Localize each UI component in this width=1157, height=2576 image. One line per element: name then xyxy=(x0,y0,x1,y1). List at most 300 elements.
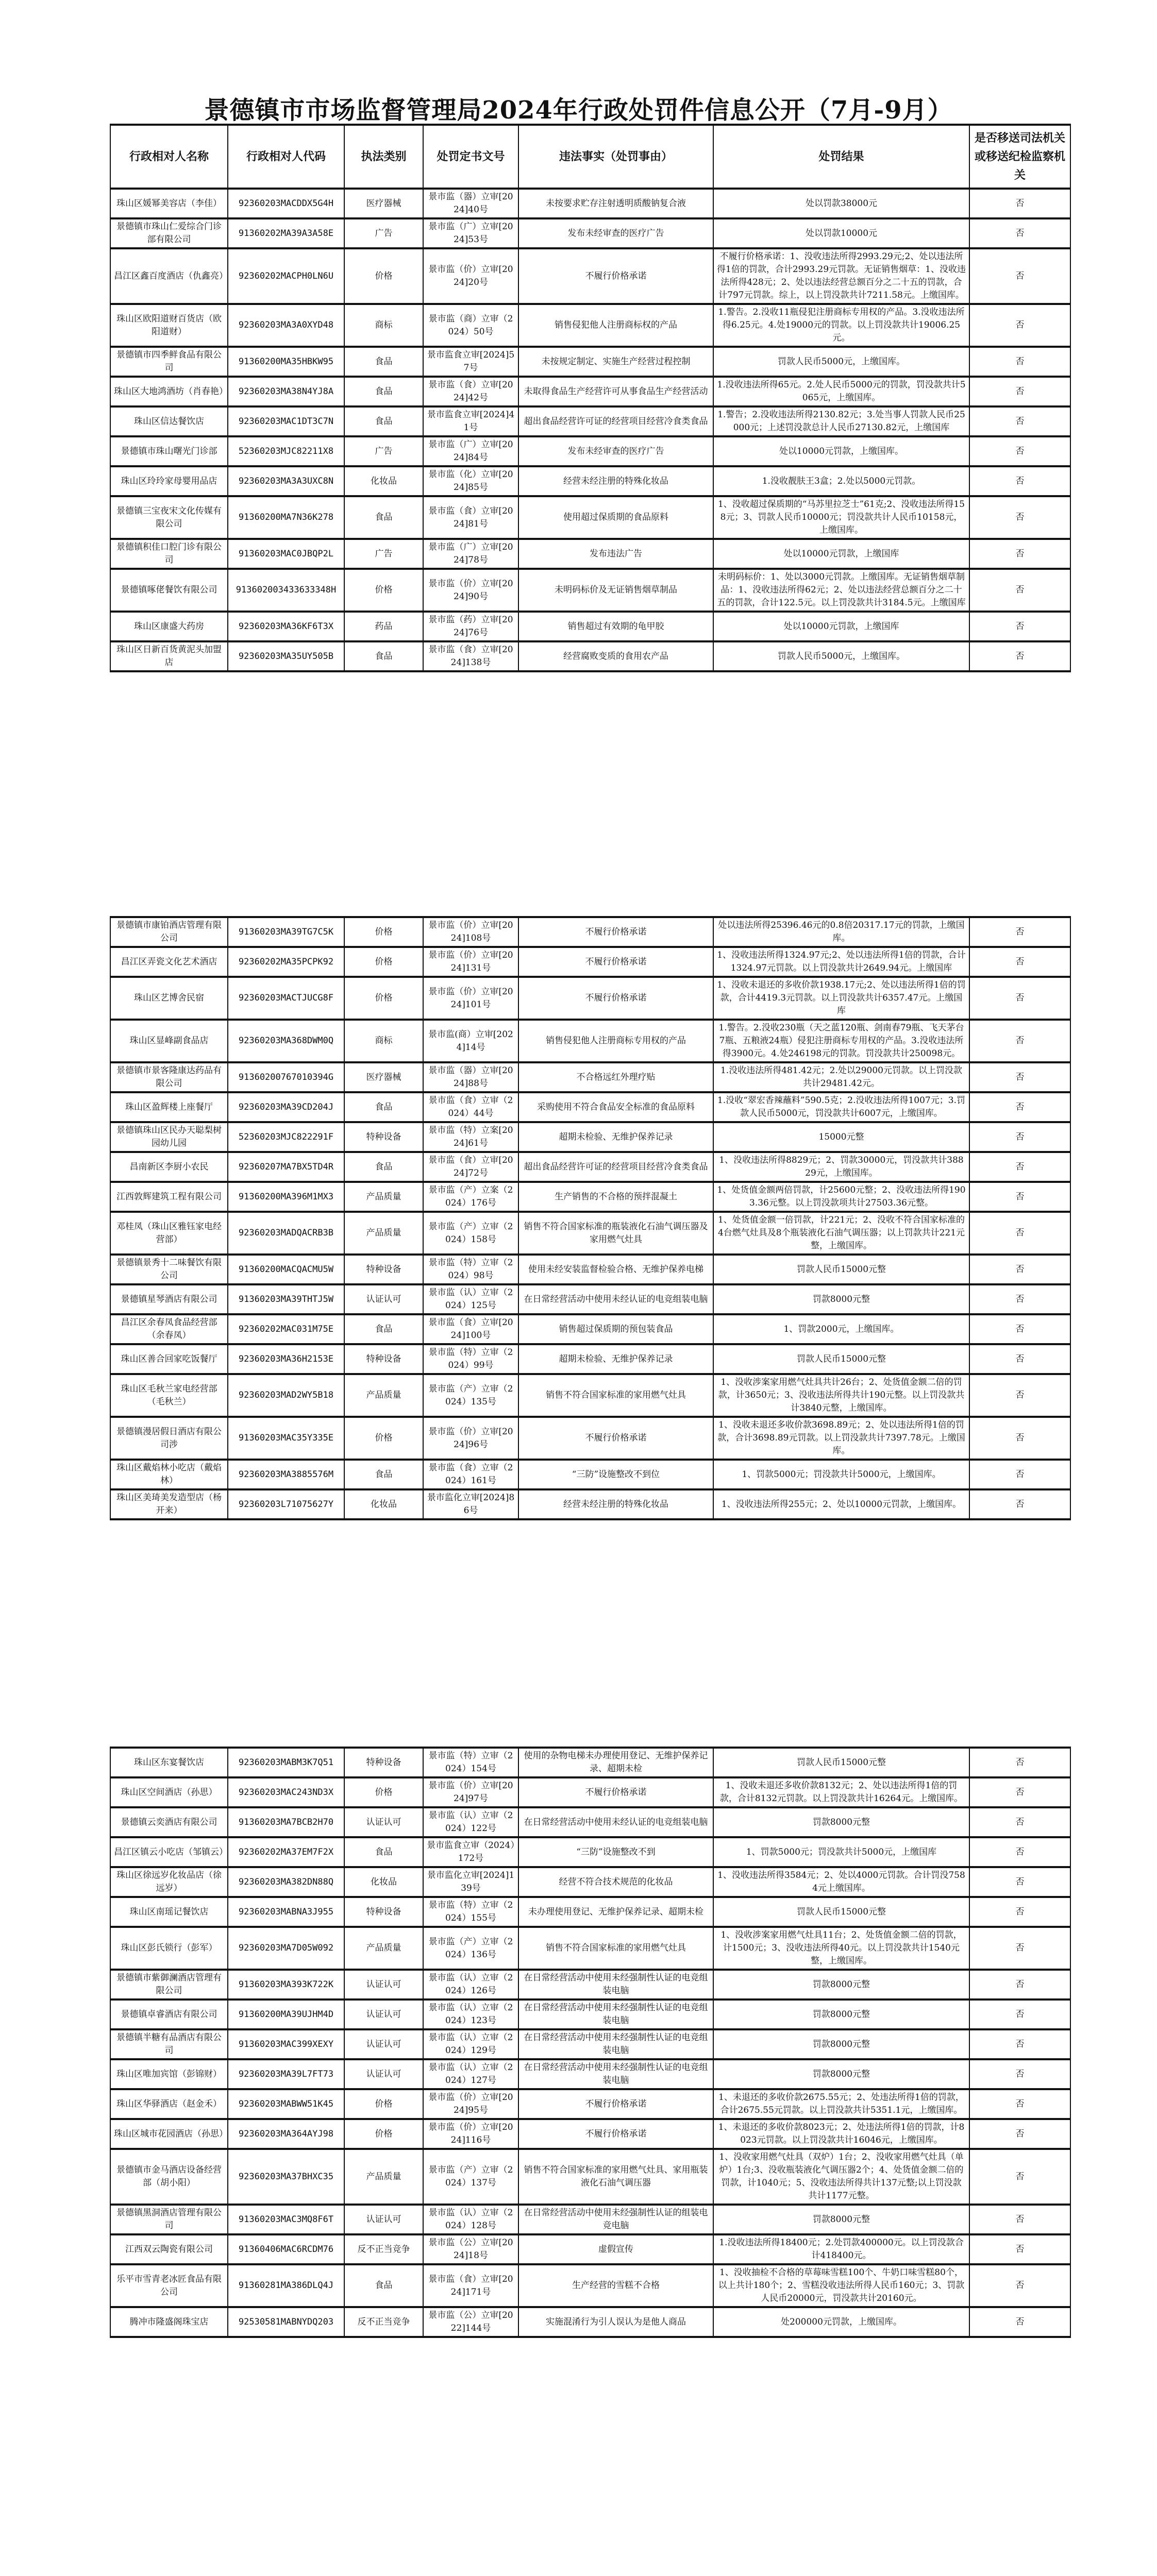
cell-violation-facts: 虚假宣传 xyxy=(518,2234,713,2264)
cell-party-name: 珠山区欧阳道财百货店（欧阳道财） xyxy=(110,304,228,347)
cell-decision-number: 景市监（商）立审（2024）50号 xyxy=(423,304,518,347)
cell-referred-to-judiciary: 否 xyxy=(969,1460,1070,1489)
cell-party-code: 92360203MA3A0XYD48 xyxy=(228,304,344,347)
cell-penalty-result: 1、没收未退还多收价款3698.89元；2、处以违法所得1倍的罚款，合计3698.89元罚款。以上罚没款共计7397.78元。上缴国库。 xyxy=(713,1417,969,1460)
cell-penalty-result: 处以罚款38000元 xyxy=(713,189,969,218)
cell-party-code: 91360200MA35HBKW95 xyxy=(228,347,344,377)
cell-decision-number: 景市监（食）立审[2024]72号 xyxy=(423,1152,518,1182)
cell-penalty-result: 罚款8000元整 xyxy=(713,1284,969,1314)
cell-violation-facts: 经营未经注册的特殊化妆品 xyxy=(518,466,713,496)
cell-party-code: 92360203MA364AYJ98 xyxy=(228,2119,344,2149)
cell-decision-number: 景市监（药）立审[2024]76号 xyxy=(423,612,518,641)
table-row xyxy=(110,1255,1070,1284)
cell-party-name: 珠山区戴焰林小吃店（戴焰林） xyxy=(110,1460,228,1489)
cell-decision-number: 景市监（产）立审（2024）136号 xyxy=(423,1927,518,1970)
cell-violation-facts: 不履行价格承诺 xyxy=(518,917,713,947)
table-row xyxy=(110,1748,1070,1777)
cell-party-name: 景德镇星琴酒店有限公司 xyxy=(110,1284,228,1314)
cell-penalty-result: 1.没收违法所得65元。2.处人民币5000元的罚款，罚没款共计5065元，上缴国库。 xyxy=(713,377,969,406)
cell-penalty-result: 处以罚款10000元 xyxy=(713,218,969,248)
cell-party-name: 腾冲市隆盛阁珠宝店 xyxy=(110,2307,228,2337)
cell-decision-number: 景市监（广）立审[2024]84号 xyxy=(423,436,518,466)
table-row xyxy=(110,248,1070,304)
cell-decision-number: 景市监（广）立审[2024]53号 xyxy=(423,218,518,248)
cell-referred-to-judiciary: 否 xyxy=(969,2307,1070,2337)
cell-penalty-result: 15000元整 xyxy=(713,1122,969,1152)
cell-party-name: 景德镇黑洞酒店管理有限公司 xyxy=(110,2205,228,2234)
cell-decision-number: 景市监（特）立审（2024）154号 xyxy=(423,1748,518,1777)
cell-violation-facts: 在日常经营活动中使用未经认证的电竞组装电脑 xyxy=(518,1807,713,1837)
cell-violation-facts: 销售不符合国家标准的家用燃气灶具、家用瓶装液化石油气调压器 xyxy=(518,2149,713,2205)
cell-violation-facts: 未按要求贮存注射透明质酸钠复合液 xyxy=(518,189,713,218)
cell-party-name: 珠山区空间酒店（孙思） xyxy=(110,1777,228,1807)
cell-party-name: 珠山区毛秋兰家电经营部（毛秋兰） xyxy=(110,1374,228,1417)
cell-referred-to-judiciary: 否 xyxy=(969,1417,1070,1460)
cell-penalty-result: 1、没收超过保质期的“马苏里拉芝士”61克;2、没收违法所得158元；3、罚款人民币10000元；罚没款共计人民币10158元，上缴国库。 xyxy=(713,496,969,539)
cell-enforcement-category: 食品 xyxy=(344,1314,423,1344)
cell-referred-to-judiciary: 否 xyxy=(969,347,1070,377)
cell-penalty-result: 罚款8000元整 xyxy=(713,1807,969,1837)
table-row xyxy=(110,304,1070,347)
cell-enforcement-category: 认证认可 xyxy=(344,1970,423,1999)
cell-decision-number: 景市监(商）立审[2024]14号 xyxy=(423,1020,518,1062)
cell-referred-to-judiciary: 否 xyxy=(969,1999,1070,2029)
cell-party-name: 珠山区南瑶记餐饮店 xyxy=(110,1897,228,1927)
table-row xyxy=(110,2307,1070,2337)
table-row xyxy=(110,218,1070,248)
cell-decision-number: 景市监（特）立案[2024]61号 xyxy=(423,1122,518,1152)
cell-penalty-result: 1、处货值金额两倍罚款，计25600元整；2、没收违法所得1903.36元整。以上罚没款项共计27503.36元整。 xyxy=(713,1182,969,1212)
cell-penalty-result: 处以10000元罚款，上缴国库。 xyxy=(713,436,969,466)
table-row xyxy=(110,1092,1070,1122)
column-header-party-code: 行政相对人代码 xyxy=(228,125,344,189)
table-header-row xyxy=(110,125,1070,189)
cell-decision-number: 景市监（认）立审（2024）127号 xyxy=(423,2059,518,2089)
cell-decision-number: 景市监化立审[2024]86号 xyxy=(423,1489,518,1519)
cell-party-name: 珠山区玲玲家母婴用品店 xyxy=(110,466,228,496)
cell-penalty-result: 1、处货值金额一倍罚款，计221元；2、没收不符合国家标准的4台燃气灶具及8个瓶装液化石油气调压器；以上罚款共计221元整，上缴国库。 xyxy=(713,1212,969,1255)
cell-violation-facts: 销售超过保质期的预包装食品 xyxy=(518,1314,713,1344)
cell-enforcement-category: 食品 xyxy=(344,1837,423,1867)
cell-enforcement-category: 化妆品 xyxy=(344,466,423,496)
cell-violation-facts: 生产销售的不合格的预拌混凝土 xyxy=(518,1182,713,1212)
cell-referred-to-judiciary: 否 xyxy=(969,304,1070,347)
cell-decision-number: 景市监（器）立审[2024]88号 xyxy=(423,1062,518,1092)
cell-party-name: 景德镇三宝夜宋文化传媒有限公司 xyxy=(110,496,228,539)
cell-penalty-result: 1、未退还的多收价款2675.55元；2、处违法所得1倍的罚款，合计2675.55元罚款。以上罚没款共计5351.1元，上缴国库。 xyxy=(713,2089,969,2119)
cell-decision-number: 景市监（认）立审（2024）126号 xyxy=(423,1970,518,1999)
cell-enforcement-category: 食品 xyxy=(344,2264,423,2307)
cell-violation-facts: 使用超过保质期的食品原料 xyxy=(518,496,713,539)
cell-referred-to-judiciary: 否 xyxy=(969,1062,1070,1092)
cell-party-name: 珠山区美琦美发造型店（杨开来） xyxy=(110,1489,228,1519)
cell-party-code: 92360203MA39CD204J xyxy=(228,1092,344,1122)
cell-referred-to-judiciary: 否 xyxy=(969,917,1070,947)
table-row xyxy=(110,2205,1070,2234)
table-row xyxy=(110,1344,1070,1374)
cell-enforcement-category: 价格 xyxy=(344,569,423,612)
cell-penalty-result: 罚款8000元整 xyxy=(713,1999,969,2029)
cell-referred-to-judiciary: 否 xyxy=(969,1807,1070,1837)
table-row xyxy=(110,377,1070,406)
cell-referred-to-judiciary: 否 xyxy=(969,1867,1070,1897)
table-row xyxy=(110,1122,1070,1152)
cell-violation-facts: 在日常经营活动中使用未经强制性认证的电竞组装电脑 xyxy=(518,1999,713,2029)
cell-penalty-result: 不履行价格承诺：1、没收违法所得2993.29元;2、处以违法所得1倍的罚款，合计2993.29元罚款。无证销售烟草：1、没收违法所得428元；2、处以违法经营总额百分之二十五的罚款，合计797元罚款。综上，以上罚没款共计7211.58元。上缴国库。 xyxy=(713,248,969,304)
cell-enforcement-category: 价格 xyxy=(344,2089,423,2119)
cell-enforcement-category: 商标 xyxy=(344,304,423,347)
cell-penalty-result: 罚款人民币15000元整 xyxy=(713,1255,969,1284)
cell-violation-facts: 不合格远红外理疗贴 xyxy=(518,1062,713,1092)
cell-decision-number: 景市监（认）立审（2024）123号 xyxy=(423,1999,518,2029)
penalty-table-block-1 xyxy=(110,124,1071,672)
cell-enforcement-category: 医疗器械 xyxy=(344,1062,423,1092)
cell-party-code: 92360203MA37BHXC35 xyxy=(228,2149,344,2205)
cell-violation-facts: 使用的杂物电梯未办理使用登记、无维护保养记录、超期未检 xyxy=(518,1748,713,1777)
cell-penalty-result: 处以10000元罚款，上缴国库 xyxy=(713,612,969,641)
cell-party-name: 景德镇市康铂酒店管理有限公司 xyxy=(110,917,228,947)
cell-enforcement-category: 食品 xyxy=(344,1460,423,1489)
cell-referred-to-judiciary: 否 xyxy=(969,406,1070,436)
cell-penalty-result: 1.警告。2.没收230瓶（天之蓝120瓶、剑南春79瓶、飞天茅台7瓶、五粮液24瓶）侵犯注册商标专用权的产品。3.没收违法所得3900元。4.处246198元的罚款。罚没款共计250098元。 xyxy=(713,1020,969,1062)
cell-enforcement-category: 商标 xyxy=(344,1020,423,1062)
cell-referred-to-judiciary: 否 xyxy=(969,2089,1070,2119)
cell-violation-facts: 在日常经营活动中使用未经强制性认证的电竞组装电脑 xyxy=(518,2029,713,2059)
table-row xyxy=(110,2029,1070,2059)
cell-referred-to-judiciary: 否 xyxy=(969,539,1070,569)
cell-decision-number: 景市监（认）立审（2024）125号 xyxy=(423,1284,518,1314)
cell-enforcement-category: 价格 xyxy=(344,1777,423,1807)
cell-party-code: 92360203MA368DWM0Q xyxy=(228,1020,344,1062)
cell-party-code: 91360203MA7BCB2H70 xyxy=(228,1807,344,1837)
cell-party-code: 91360200767010394G xyxy=(228,1062,344,1092)
cell-referred-to-judiciary: 否 xyxy=(969,977,1070,1020)
table-row xyxy=(110,2119,1070,2149)
cell-enforcement-category: 化妆品 xyxy=(344,1867,423,1897)
cell-party-name: 景德镇市景客隆康达药品有限公司 xyxy=(110,1062,228,1092)
cell-enforcement-category: 食品 xyxy=(344,1152,423,1182)
cell-referred-to-judiciary: 否 xyxy=(969,1314,1070,1344)
cell-party-name: 珠山区康盛大药房 xyxy=(110,612,228,641)
cell-enforcement-category: 食品 xyxy=(344,406,423,436)
cell-party-name: 邓桂凤（珠山区雅钰家电经营部） xyxy=(110,1212,228,1255)
cell-violation-facts: 超出食品经营许可证的经营项目经营冷食类食品 xyxy=(518,406,713,436)
cell-decision-number: 景市监（价）立审[2024]101号 xyxy=(423,977,518,1020)
cell-enforcement-category: 食品 xyxy=(344,496,423,539)
cell-decision-number: 景市监（价）立审[2024]131号 xyxy=(423,947,518,977)
cell-enforcement-category: 特种设备 xyxy=(344,1748,423,1777)
table-row xyxy=(110,1417,1070,1460)
cell-party-code: 91360203MAC3MQ8F6T xyxy=(228,2205,344,2234)
cell-party-code: 92360202MA37EM7F2X xyxy=(228,1837,344,1867)
cell-penalty-result: 处以违法所得25396.46元的0.8倍20317.17元的罚款，上缴国库。 xyxy=(713,917,969,947)
cell-decision-number: 景市监（产）立审（2024）137号 xyxy=(423,2149,518,2205)
table-row xyxy=(110,2234,1070,2264)
cell-party-name: 珠山区信达餐饮店 xyxy=(110,406,228,436)
cell-decision-number: 景市监（产）立审（2024）135号 xyxy=(423,1374,518,1417)
cell-enforcement-category: 价格 xyxy=(344,248,423,304)
cell-referred-to-judiciary: 否 xyxy=(969,377,1070,406)
cell-party-code: 92360203MA39L7FT73 xyxy=(228,2059,344,2089)
cell-referred-to-judiciary: 否 xyxy=(969,218,1070,248)
cell-party-code: 91360203MAC35Y335E xyxy=(228,1417,344,1460)
cell-party-name: 景德镇半糖有品酒店有限公司 xyxy=(110,2029,228,2059)
table-row xyxy=(110,1182,1070,1212)
table-row xyxy=(110,406,1070,436)
cell-party-name: 景德镇市珠山曙光门诊部 xyxy=(110,436,228,466)
cell-party-code: 92360202MACPH0LN6U xyxy=(228,248,344,304)
cell-penalty-result: 未明码标价：1、处以3000元罚款。上缴国库。无证销售烟草制品：1、没收违法所得62元；2、处以违法经营总额百分之二十五的罚款，合计122.5元。以上罚没款共计3184.5元。上缴国库 xyxy=(713,569,969,612)
cell-party-code: 91360200MA7N36K278 xyxy=(228,496,344,539)
cell-enforcement-category: 产品质量 xyxy=(344,1212,423,1255)
table-row xyxy=(110,1999,1070,2029)
cell-party-name: 江西双云陶瓷有限公司 xyxy=(110,2234,228,2264)
cell-enforcement-category: 广告 xyxy=(344,218,423,248)
table-row xyxy=(110,1927,1070,1970)
table-row xyxy=(110,2264,1070,2307)
cell-referred-to-judiciary: 否 xyxy=(969,1837,1070,1867)
cell-violation-facts: “三防”设施整改不到 xyxy=(518,1837,713,1867)
cell-party-code: 92360203MA382DN88Q xyxy=(228,1867,344,1897)
cell-party-code: 92360207MA7BX5TD4R xyxy=(228,1152,344,1182)
cell-referred-to-judiciary: 否 xyxy=(969,1489,1070,1519)
cell-referred-to-judiciary: 否 xyxy=(969,947,1070,977)
cell-penalty-result: 罚款人民币5000元，上缴国库。 xyxy=(713,641,969,671)
column-header-decision-number: 处罚定书文号 xyxy=(423,125,518,189)
cell-decision-number: 景市监（特）立审（2024）155号 xyxy=(423,1897,518,1927)
cell-enforcement-category: 医疗器械 xyxy=(344,189,423,218)
cell-enforcement-category: 认证认可 xyxy=(344,2059,423,2089)
cell-penalty-result: 1、没收违法所得8829元；2、罚款30000元，罚没款共计38829元，上缴国库。 xyxy=(713,1152,969,1182)
cell-party-code: 92360203MA36H2153E xyxy=(228,1344,344,1374)
cell-referred-to-judiciary: 否 xyxy=(969,2029,1070,2059)
cell-party-code: 91360200MA39UJHM4D xyxy=(228,1999,344,2029)
cell-penalty-result: 1、没收违法所得3584元；2、处以4000元罚款。合计罚没7584元上缴国库。 xyxy=(713,1867,969,1897)
cell-enforcement-category: 产品质量 xyxy=(344,2149,423,2205)
cell-enforcement-category: 广告 xyxy=(344,539,423,569)
cell-violation-facts: 在日常经营活动中使用未经认证的电竞组装电脑 xyxy=(518,1284,713,1314)
cell-penalty-result: 罚款8000元整 xyxy=(713,2059,969,2089)
cell-violation-facts: 不履行价格承诺 xyxy=(518,248,713,304)
table-row xyxy=(110,1212,1070,1255)
cell-decision-number: 景市监（认）立审（2024）129号 xyxy=(423,2029,518,2059)
cell-violation-facts: 不履行价格承诺 xyxy=(518,947,713,977)
cell-violation-facts: 销售不符合国家标准的瓶装液化石油气调压器及家用燃气灶具 xyxy=(518,1212,713,1255)
cell-party-name: 珠山区日新百货黄泥头加盟店 xyxy=(110,641,228,671)
cell-enforcement-category: 价格 xyxy=(344,1417,423,1460)
cell-party-code: 92360203MA3885576M xyxy=(228,1460,344,1489)
cell-party-name: 珠山区东宴餐饮店 xyxy=(110,1748,228,1777)
cell-decision-number: 景市监（公）立审[2024]18号 xyxy=(423,2234,518,2264)
cell-party-name: 景德镇积佳口腔门诊有限公司 xyxy=(110,539,228,569)
cell-party-code: 92360203MA38N4YJ8A xyxy=(228,377,344,406)
cell-penalty-result: 处以10000元罚款，上缴国库 xyxy=(713,539,969,569)
cell-referred-to-judiciary: 否 xyxy=(969,1092,1070,1122)
cell-penalty-result: 1.警告；2.没收违法所得2130.82元；3.处当事人罚款人民币25000元；上述罚没款总计人民币27130.82元，上缴国库 xyxy=(713,406,969,436)
cell-decision-number: 景市监（公）立审[2022]144号 xyxy=(423,2307,518,2337)
cell-violation-facts: “三防”设施整改不到位 xyxy=(518,1460,713,1489)
cell-enforcement-category: 认证认可 xyxy=(344,1284,423,1314)
cell-violation-facts: 不履行价格承诺 xyxy=(518,977,713,1020)
cell-decision-number: 景市监（食）立审[2024]42号 xyxy=(423,377,518,406)
cell-party-name: 昌江区余春凤食品经营部（余春凤） xyxy=(110,1314,228,1344)
cell-referred-to-judiciary: 否 xyxy=(969,612,1070,641)
table-row xyxy=(110,1777,1070,1807)
cell-referred-to-judiciary: 否 xyxy=(969,2205,1070,2234)
cell-decision-number: 景市监（化）立审[2024]85号 xyxy=(423,466,518,496)
cell-violation-facts: 不履行价格承诺 xyxy=(518,1777,713,1807)
cell-violation-facts: 超期未检验、无维护保养记录 xyxy=(518,1122,713,1152)
cell-penalty-result: 1.警告。2.没收11瓶侵犯注册商标专用权的产品。3.没收违法所得6.25元。4.处19000元的罚款。以上罚没款共计19006.25元。 xyxy=(713,304,969,347)
cell-referred-to-judiciary: 否 xyxy=(969,2234,1070,2264)
cell-violation-facts: 销售超过有效期的龟甲胶 xyxy=(518,612,713,641)
cell-party-name: 珠山区城市花园酒店（孙思） xyxy=(110,2119,228,2149)
cell-violation-facts: 在日常经营活动中使用未经强制性认证的组装电竞电脑 xyxy=(518,2205,713,2234)
cell-referred-to-judiciary: 否 xyxy=(969,1970,1070,1999)
cell-party-code: 92360203MA3A3UXC8N xyxy=(228,466,344,496)
table-row xyxy=(110,1837,1070,1867)
cell-party-code: 92360202MA35PCPK92 xyxy=(228,947,344,977)
table-row xyxy=(110,2149,1070,2205)
cell-party-name: 珠山区彭氏锁行（彭军） xyxy=(110,1927,228,1970)
table-row xyxy=(110,1062,1070,1092)
cell-party-code: 92360203MAD2WY5B18 xyxy=(228,1374,344,1417)
cell-party-name: 景德镇市紫御澜酒店管理有限公司 xyxy=(110,1970,228,1999)
table-row xyxy=(110,1807,1070,1837)
cell-party-code: 91360406MAC6RCDM76 xyxy=(228,2234,344,2264)
cell-penalty-result: 1.没收违法所得481.42元；2.处以29000元罚款。以上罚没款共计29481.42元。 xyxy=(713,1062,969,1092)
table-row xyxy=(110,189,1070,218)
table-row xyxy=(110,1489,1070,1519)
cell-violation-facts: 不履行价格承诺 xyxy=(518,2089,713,2119)
cell-penalty-result: 罚款8000元整 xyxy=(713,2029,969,2059)
cell-party-name: 珠山区艺博舍民宿 xyxy=(110,977,228,1020)
cell-party-name: 珠山区大地鸿酒坊（肖春艳） xyxy=(110,377,228,406)
cell-party-code: 52360203MJC82211X8 xyxy=(228,436,344,466)
cell-violation-facts: 超期未检验、无维护保养记录 xyxy=(518,1344,713,1374)
cell-enforcement-category: 价格 xyxy=(344,977,423,1020)
cell-decision-number: 景市监（食）立审[2024]81号 xyxy=(423,496,518,539)
cell-violation-facts: 销售侵犯他人注册商标权的产品 xyxy=(518,304,713,347)
cell-decision-number: 景市监（食）立审[2024]138号 xyxy=(423,641,518,671)
cell-referred-to-judiciary: 否 xyxy=(969,1122,1070,1152)
cell-decision-number: 景市监（食）立审[2024]100号 xyxy=(423,1314,518,1344)
cell-penalty-result: 1.没收违法所得18400元；2.处罚款400000元。以上罚没款合计418400元。 xyxy=(713,2234,969,2264)
cell-decision-number: 景市监食立审[2024]41号 xyxy=(423,406,518,436)
cell-enforcement-category: 特种设备 xyxy=(344,1255,423,1284)
cell-party-code: 91360203MA39TG7C5K xyxy=(228,917,344,947)
cell-violation-facts: 生产经营的雪糕不合格 xyxy=(518,2264,713,2307)
cell-penalty-result: 1、罚款5000元；罚没款共计5000元，上缴国库。 xyxy=(713,1460,969,1489)
cell-violation-facts: 不履行价格承诺 xyxy=(518,1417,713,1460)
table-row xyxy=(110,1460,1070,1489)
cell-party-code: 91360200MACQACMU5W xyxy=(228,1255,344,1284)
cell-party-code: 91360200MA396M1MX3 xyxy=(228,1182,344,1212)
cell-decision-number: 景市监（价）立审[2024]116号 xyxy=(423,2119,518,2149)
cell-enforcement-category: 食品 xyxy=(344,641,423,671)
cell-party-code: 92360203MABNA3J955 xyxy=(228,1897,344,1927)
cell-party-name: 昌江区鑫百度酒店（仇鑫亮） xyxy=(110,248,228,304)
cell-referred-to-judiciary: 否 xyxy=(969,1212,1070,1255)
cell-party-code: 92360203MA35UY505B xyxy=(228,641,344,671)
cell-decision-number: 景市监（特）立审（2024）98号 xyxy=(423,1255,518,1284)
cell-violation-facts: 使用未经安装监督检验合格、无维护保养电梯 xyxy=(518,1255,713,1284)
cell-enforcement-category: 认证认可 xyxy=(344,1999,423,2029)
table-row xyxy=(110,2089,1070,2119)
table-row xyxy=(110,2059,1070,2089)
table-row xyxy=(110,436,1070,466)
penalty-table-block-3 xyxy=(110,1747,1071,2338)
cell-decision-number: 景市监（价）立审[2024]95号 xyxy=(423,2089,518,2119)
cell-violation-facts: 销售不符合国家标准的家用燃气灶具 xyxy=(518,1927,713,1970)
cell-party-code: 92530581MABNYDQ203 xyxy=(228,2307,344,2337)
cell-referred-to-judiciary: 否 xyxy=(969,1344,1070,1374)
cell-enforcement-category: 食品 xyxy=(344,1092,423,1122)
cell-party-name: 景德镇啄佬餐饮有限公司 xyxy=(110,569,228,612)
cell-party-code: 92360203MACDDX5G4H xyxy=(228,189,344,218)
cell-referred-to-judiciary: 否 xyxy=(969,1748,1070,1777)
cell-decision-number: 景市监（食）立审[2024]171号 xyxy=(423,2264,518,2307)
cell-party-code: 92360202MAC031M75E xyxy=(228,1314,344,1344)
cell-violation-facts: 销售不符合国家标准的家用燃气灶具 xyxy=(518,1374,713,1417)
cell-penalty-result: 罚款人民币5000元，上缴国库。 xyxy=(713,347,969,377)
cell-enforcement-category: 价格 xyxy=(344,917,423,947)
cell-violation-facts: 不履行价格承诺 xyxy=(518,2119,713,2149)
cell-referred-to-judiciary: 否 xyxy=(969,496,1070,539)
cell-decision-number: 景市监（特）立审（2024）99号 xyxy=(423,1344,518,1374)
cell-party-name: 昌江区弄瓷文化艺术酒店 xyxy=(110,947,228,977)
table-row xyxy=(110,1284,1070,1314)
cell-referred-to-judiciary: 否 xyxy=(969,466,1070,496)
cell-enforcement-category: 反不正当竞争 xyxy=(344,2234,423,2264)
table-row xyxy=(110,641,1070,671)
cell-referred-to-judiciary: 否 xyxy=(969,569,1070,612)
cell-decision-number: 景市监（食）立审（2024）161号 xyxy=(423,1460,518,1489)
cell-enforcement-category: 认证认可 xyxy=(344,2029,423,2059)
cell-violation-facts: 在日常经营活动中使用未经强制性认证的电竞组装电脑 xyxy=(518,2059,713,2089)
cell-penalty-result: 1、没收涉案家用燃气灶具共计26台；2、处货值金额二倍的罚款，计3650元；3、没收违法所得共计190元整。以上罚没款共计3840元整，上缴国库。 xyxy=(713,1374,969,1417)
table-row xyxy=(110,539,1070,569)
table-row xyxy=(110,1314,1070,1344)
cell-penalty-result: 1.没收靓肤王3盒；2.处以5000元罚款。 xyxy=(713,466,969,496)
table-row xyxy=(110,917,1070,947)
cell-penalty-result: 1、罚款5000元；罚没款共计5000元，上缴国库 xyxy=(713,1837,969,1867)
column-header-referred-to-judiciary: 是否移送司法机关或移送纪检监察机关 xyxy=(969,125,1070,189)
cell-party-name: 珠山区显峰副食品店 xyxy=(110,1020,228,1062)
cell-party-code: 92360203MADQACRB3B xyxy=(228,1212,344,1255)
cell-party-code: 913602003433633348H xyxy=(228,569,344,612)
cell-enforcement-category: 产品质量 xyxy=(344,1374,423,1417)
cell-referred-to-judiciary: 否 xyxy=(969,641,1070,671)
cell-referred-to-judiciary: 否 xyxy=(969,1152,1070,1182)
penalty-table-block-2 xyxy=(110,916,1071,1520)
cell-penalty-result: 1、没收家用燃气灶具（双炉）1台；2、没收家用燃气灶具（单炉）1台;3、没收瓶装液化气调压器2个；4、处货值金额二倍的罚款，计1040元；5、没收违法所得共计137元整;以上罚没款共计1177元整。 xyxy=(713,2149,969,2205)
cell-decision-number: 景市监食立审[2024]57号 xyxy=(423,347,518,377)
cell-violation-facts: 采购使用不符合食品安全标准的食品原料 xyxy=(518,1092,713,1122)
table-row xyxy=(110,496,1070,539)
cell-referred-to-judiciary: 否 xyxy=(969,1927,1070,1970)
table-row xyxy=(110,1897,1070,1927)
cell-referred-to-judiciary: 否 xyxy=(969,2264,1070,2307)
cell-violation-facts: 发布未经审查的医疗广告 xyxy=(518,436,713,466)
cell-enforcement-category: 价格 xyxy=(344,2119,423,2149)
cell-referred-to-judiciary: 否 xyxy=(969,2059,1070,2089)
cell-violation-facts: 实施混淆行为引人误认为是他人商品 xyxy=(518,2307,713,2337)
cell-penalty-result: 罚款人民币15000元整 xyxy=(713,1897,969,1927)
cell-referred-to-judiciary: 否 xyxy=(969,1020,1070,1062)
cell-penalty-result: 1、没收涉案家用燃气灶具11台；2、处货值金额二倍的罚款，计1500元；3、没收违法所得40元。以上罚没款共计1540元整，上缴国库。 xyxy=(713,1927,969,1970)
column-header-violation-facts: 违法事实（处罚事由） xyxy=(518,125,713,189)
